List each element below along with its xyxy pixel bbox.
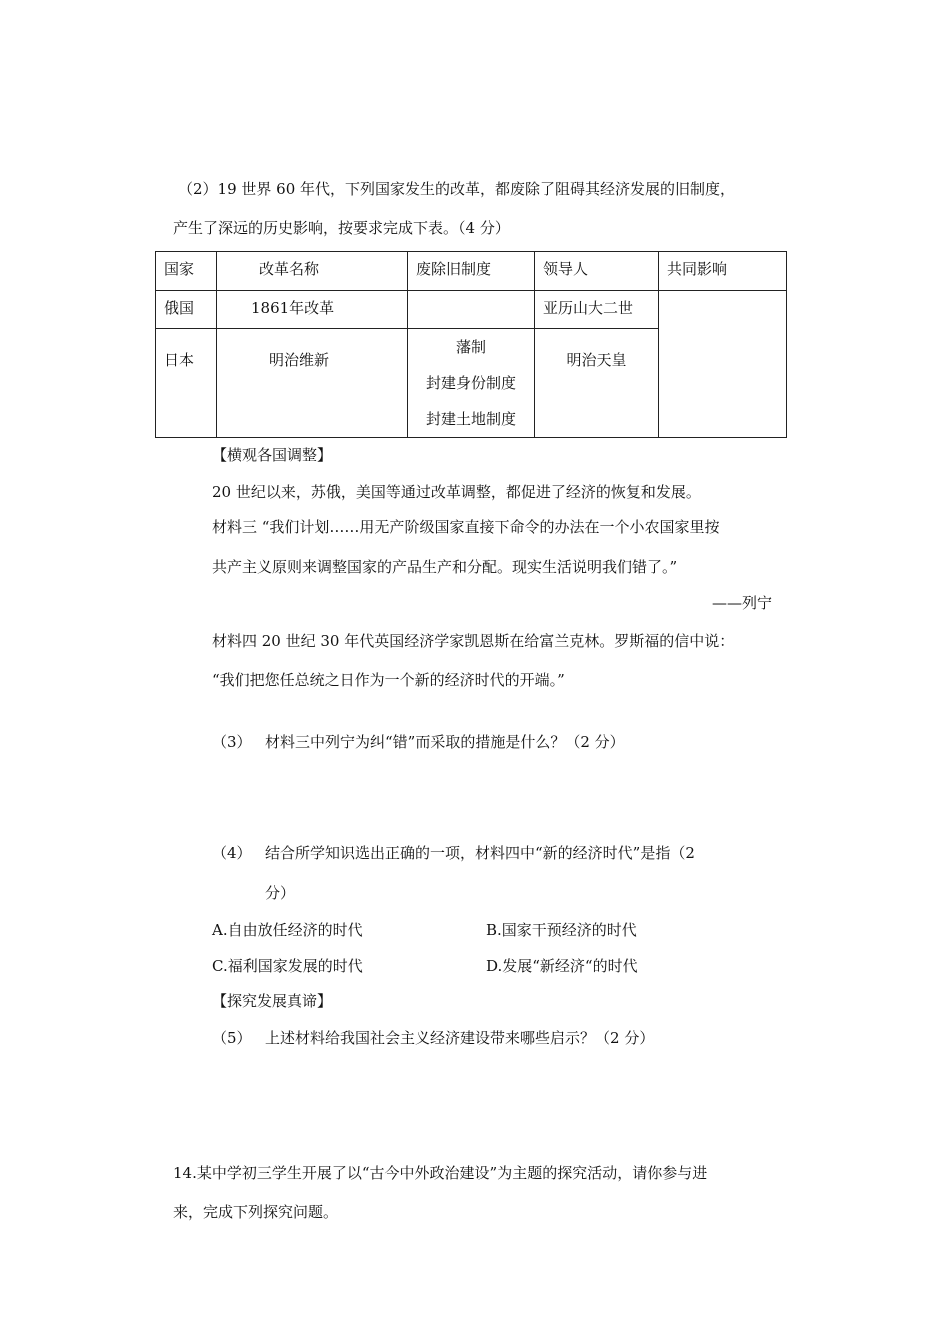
q4-text-continued: 分） (265, 884, 296, 902)
material3-line1: 材料三 “我们计划……用无产阶级国家直接下命令的办法在一个小农国家里按 (212, 518, 720, 536)
header-abolished: 废除旧制度 (416, 260, 492, 278)
material3-source: ——列宁 (712, 594, 773, 612)
row-japan-reform: 明治维新 (268, 351, 329, 369)
q3-number: （3） (212, 733, 252, 751)
material4-line2: “我们把您任总统之日作为一个新的经济时代的开端。” (212, 671, 565, 689)
table-row (156, 291, 787, 329)
material3-line2: 共产主义原则来调整国家的产品生产和分配。现实生活说明我们错了。” (212, 558, 678, 576)
q4-option-c: C.福利国家发展的时代 (212, 957, 363, 975)
row-russia-leader: 亚历山大二世 (543, 299, 634, 317)
q14-line2: 来，完成下列探究问题。 (173, 1203, 339, 1221)
row-russia-reform: 1861年改革 (251, 299, 335, 317)
q5-number: （5） (212, 1029, 252, 1047)
reform-table (155, 251, 787, 438)
material4-line1: 材料四 20 世纪 30 年代英国经济学家凯恩斯在给富兰克林。罗斯福的信中说： (212, 632, 735, 650)
row-russia-country: 俄国 (164, 299, 195, 317)
section-heading-adjustment: 【横观各国调整】 (212, 446, 333, 464)
q14-line1: 14.某中学初三学生开展了以“古今中外政治建设”为主题的探究活动，请你参与进 (173, 1164, 708, 1182)
abolished-item: 封建身份制度 (425, 374, 516, 392)
section1-intro: 20 世纪以来，苏俄，美国等通过改革调整，都促进了经济的恢复和发展。 (212, 483, 701, 501)
common-influence-answer (659, 291, 786, 303)
q4-option-d: D.发展“新经济“的时代 (486, 957, 638, 975)
row-japan-abolished (408, 329, 534, 437)
q3-text: 材料三中列宁为纠“错”而采取的措施是什么？（2 分） (265, 733, 625, 751)
q2-line1: （2）19 世界 60 年代，下列国家发生的改革，都废除了阻碍其经济发展的旧制度， (178, 180, 736, 198)
q4-option-b: B.国家干预经济的时代 (486, 921, 637, 939)
q5-text: 上述材料给我国社会主义经济建设带来哪些启示？（2 分） (265, 1029, 655, 1047)
abolished-item: 藩制 (455, 338, 486, 356)
q4-text: 结合所学知识选出正确的一项，材料四中“新的经济时代”是指（2 (265, 844, 695, 862)
abolished-item: 封建土地制度 (425, 410, 516, 428)
section-heading-explore: 【探究发展真谛】 (212, 992, 333, 1010)
header-reform: 改革名称 (259, 260, 320, 278)
q4-number: （4） (212, 844, 252, 862)
row-japan-country: 日本 (164, 351, 195, 369)
header-influence: 共同影响 (667, 260, 728, 278)
header-country: 国家 (164, 260, 195, 278)
header-leader: 领导人 (543, 260, 589, 278)
q4-option-a: A.自由放任经济的时代 (212, 921, 363, 939)
table-header-row (156, 252, 787, 291)
row-japan-leader: 明治天皇 (566, 351, 627, 369)
q2-line2: 产生了深远的历史影响，按要求完成下表。（4 分） (173, 219, 510, 237)
row-russia-abolished (408, 291, 534, 303)
